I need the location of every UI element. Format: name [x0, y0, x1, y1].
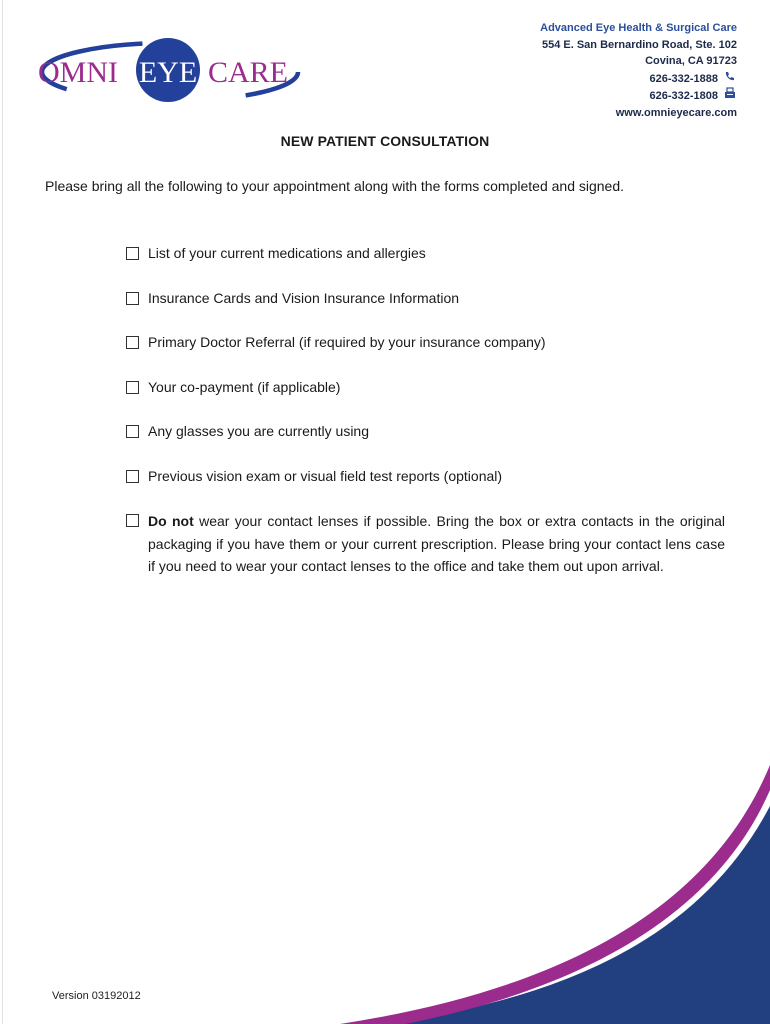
- checkbox[interactable]: [126, 292, 139, 305]
- checklist-item-label: Primary Doctor Referral (if required by your insurance company): [148, 334, 546, 350]
- checkbox[interactable]: [126, 425, 139, 438]
- contact-lens-note: [148, 510, 725, 578]
- omni-eye-care-logo: [30, 28, 310, 118]
- logo-word-omni: OMNI: [38, 56, 118, 89]
- checklist-item-contact-lens: [125, 510, 725, 578]
- checklist-item-label: Previous vision exam or visual field test reports (optional): [148, 467, 503, 484]
- checklist-item: [125, 377, 725, 397]
- address-line1: 554 E. San Bernardino Road, Ste. 102: [541, 38, 737, 51]
- fax-number: 626-332-1808: [649, 90, 718, 102]
- checklist-item: [125, 466, 725, 486]
- checkbox[interactable]: [126, 470, 139, 483]
- contact-lens-note-bold: Do not: [148, 513, 194, 529]
- checkbox[interactable]: [126, 336, 139, 349]
- page-edge: [2, 0, 3, 1024]
- checklist: [125, 243, 725, 602]
- intro-text: Please bring all the following to your appointment along with the forms completed and signed.: [45, 178, 625, 194]
- checklist-item: [125, 288, 725, 308]
- fax-row: [540, 87, 737, 105]
- version-label: Version 03192012: [52, 990, 141, 1002]
- website: www.omnieyecare.com: [615, 106, 737, 119]
- checklist-item: [125, 243, 725, 263]
- contact-lens-note-text: wear your contact lenses if possible. Bring the box or extra contacts in the original packaging if you have them or your current prescription. Please bring your contact lens case if you need to wear your contact lenses to the office and take them out upon arrival.: [148, 513, 725, 574]
- fax-icon: [723, 87, 737, 105]
- phone-number: 626-332-1888: [649, 72, 718, 85]
- logo-word-eye: EYE: [138, 56, 198, 89]
- checklist-item: [125, 421, 725, 441]
- logo-word-care: CARE: [208, 56, 289, 89]
- practice-name: Advanced Eye Health & Surgical Care: [540, 22, 737, 34]
- checklist-item-label: Insurance Cards and Vision Insurance Information: [148, 289, 460, 306]
- page-title: NEW PATIENT CONSULTATION: [280, 133, 490, 149]
- address-line2: Covina, CA 91723: [645, 55, 737, 67]
- checkbox[interactable]: [126, 381, 139, 394]
- checklist-item: [125, 332, 725, 352]
- checkbox[interactable]: [126, 514, 139, 527]
- contact-block: [540, 20, 737, 121]
- phone-icon: [723, 70, 737, 88]
- phone-row: [540, 70, 737, 88]
- checklist-item-label: List of your current medications and allergies: [148, 245, 426, 261]
- checklist-item-label: Your co-payment (if applicable): [148, 378, 341, 395]
- logo-graphic: [30, 28, 310, 118]
- checkbox[interactable]: [126, 247, 139, 260]
- checklist-item-label: Any glasses you are currently using: [148, 423, 369, 439]
